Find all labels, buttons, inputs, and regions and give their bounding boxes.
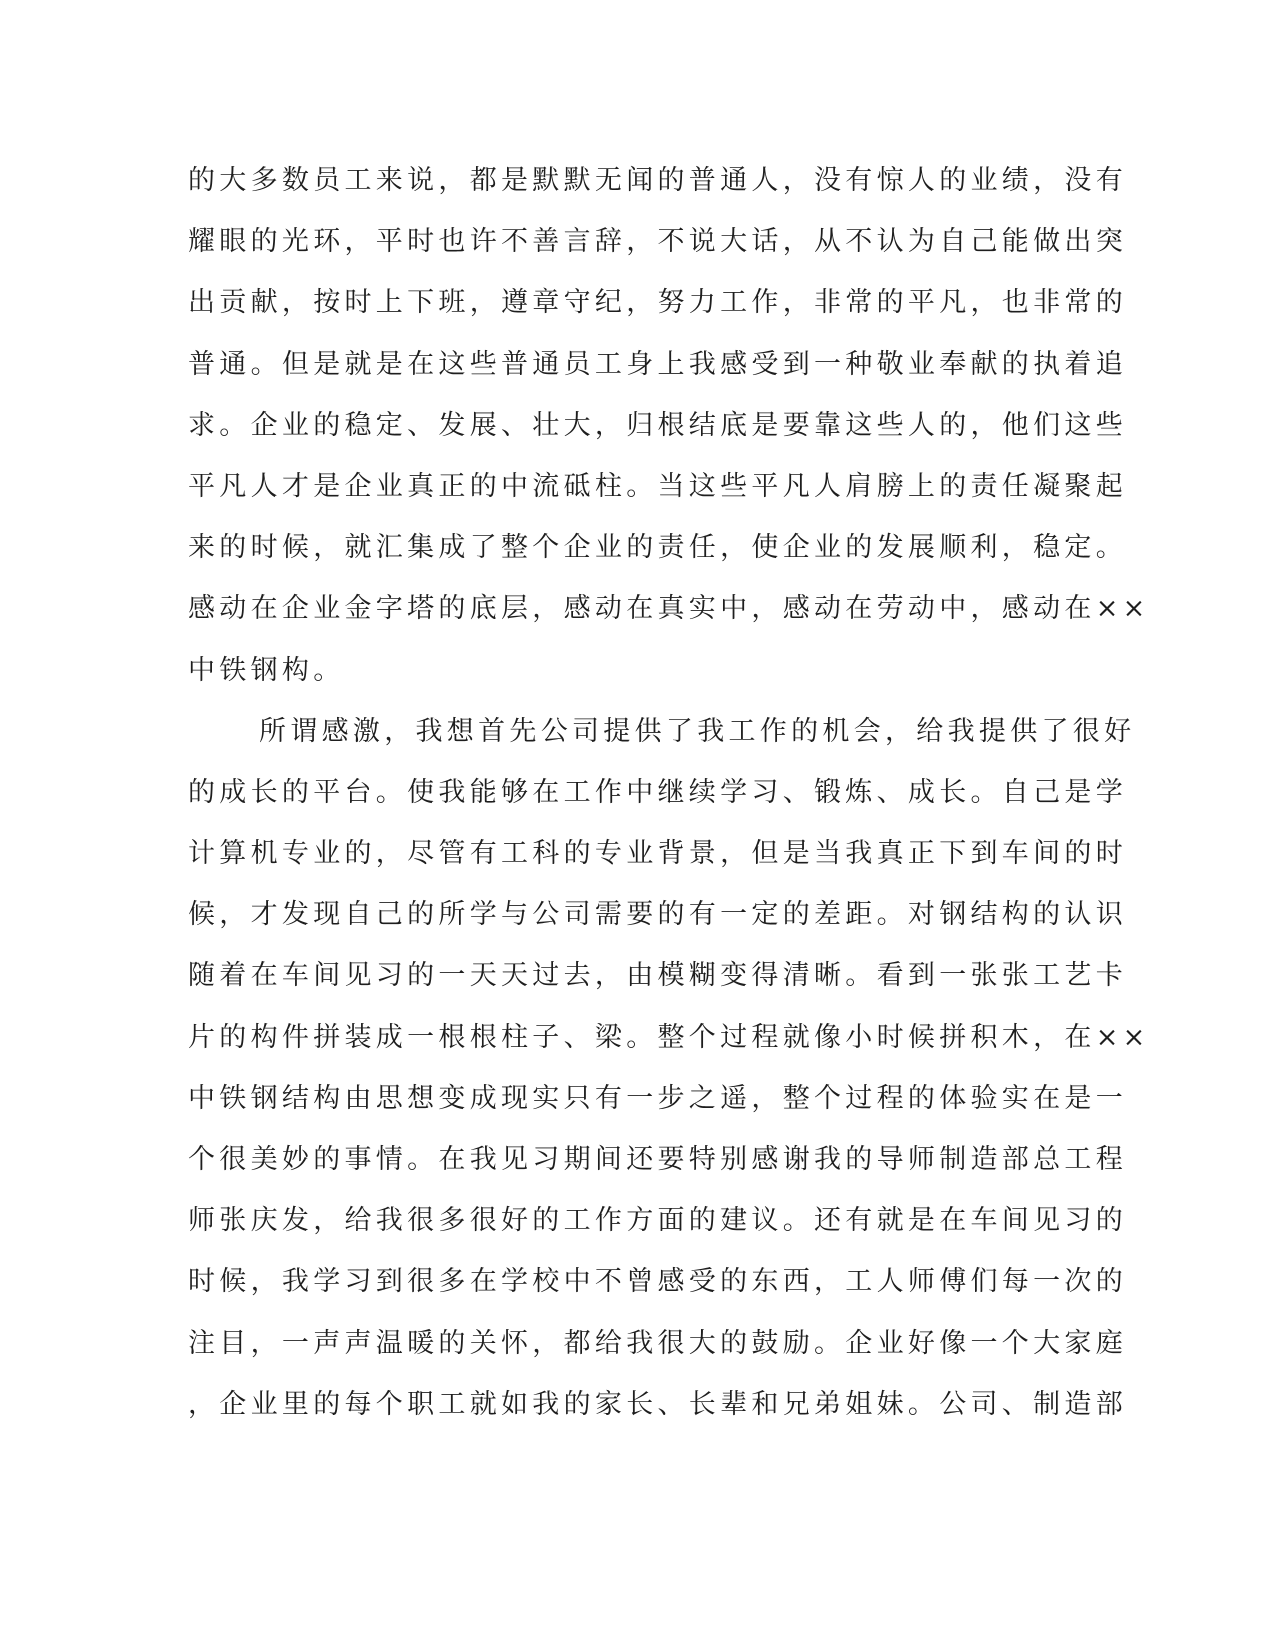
paragraph-1 bbox=[188, 158, 1150, 709]
text-line: 的成长的平台。使我能够在工作中继续学习、锻炼、成长。自己是学 bbox=[188, 776, 1127, 808]
text-line: 中铁钢结构由思想变成现实只有一步之遥，整个过程的体验实在是一 bbox=[188, 1082, 1127, 1114]
text-line: 平凡人才是企业真正的中流砥柱。当这些平凡人肩膀上的责任凝聚起 bbox=[188, 470, 1127, 502]
text-line: 随着在车间见习的一天天过去，由模糊变得清晰。看到一张张工艺卡 bbox=[188, 960, 1127, 992]
text-line: 普通。但是就是在这些普通员工身上我感受到一种敬业奉献的执着追 bbox=[188, 348, 1127, 380]
text-line: 时候，我学习到很多在学校中不曾感受的东西，工人师傅们每一次的 bbox=[188, 1266, 1127, 1298]
text-line: 感动在企业金字塔的底层，感动在真实中，感动在劳动中，感动在×× bbox=[188, 593, 1150, 625]
document-body bbox=[188, 158, 1150, 1443]
text-line: ，企业里的每个职工就如我的家长、长辈和兄弟姐妹。公司、制造部 bbox=[188, 1388, 1127, 1420]
text-line: 师张庆发，给我很多很好的工作方面的建议。还有就是在车间见习的 bbox=[188, 1205, 1127, 1237]
text-line: 来的时候，就汇集成了整个企业的责任，使企业的发展顺利，稳定。 bbox=[188, 532, 1127, 564]
text-line: 耀眼的光环，平时也许不善言辞，不说大话，从不认为自己能做出突 bbox=[188, 226, 1127, 258]
text-line: 出贡献，按时上下班，遵章守纪，努力工作，非常的平凡，也非常的 bbox=[188, 287, 1127, 319]
text-line: 候，才发现自己的所学与公司需要的有一定的差距。对钢结构的认识 bbox=[188, 899, 1127, 931]
paragraph-2 bbox=[188, 709, 1150, 1443]
text-line: 中铁钢构。 bbox=[188, 654, 345, 686]
text-line: 个很美妙的事情。在我见习期间还要特别感谢我的导师制造部总工程 bbox=[188, 1144, 1127, 1175]
text-line: 计算机专业的，尽管有工科的专业背景，但是当我真正下到车间的时 bbox=[188, 838, 1127, 870]
text-line: 注目，一声声温暖的关怀，都给我很大的鼓励。企业好像一个大家庭 bbox=[188, 1327, 1127, 1359]
text-line: 片的构件拼装成一根根柱子、梁。整个过程就像小时候拼积木，在×× bbox=[188, 1021, 1150, 1053]
text-line: 所谓感激，我想首先公司提供了我工作的机会，给我提供了很好 bbox=[259, 715, 1136, 747]
text-line: 的大多数员工来说，都是默默无闻的普通人，没有惊人的业绩，没有 bbox=[188, 165, 1127, 196]
text-line: 求。企业的稳定、发展、壮大，归根结底是要靠这些人的，他们这些 bbox=[188, 409, 1127, 441]
